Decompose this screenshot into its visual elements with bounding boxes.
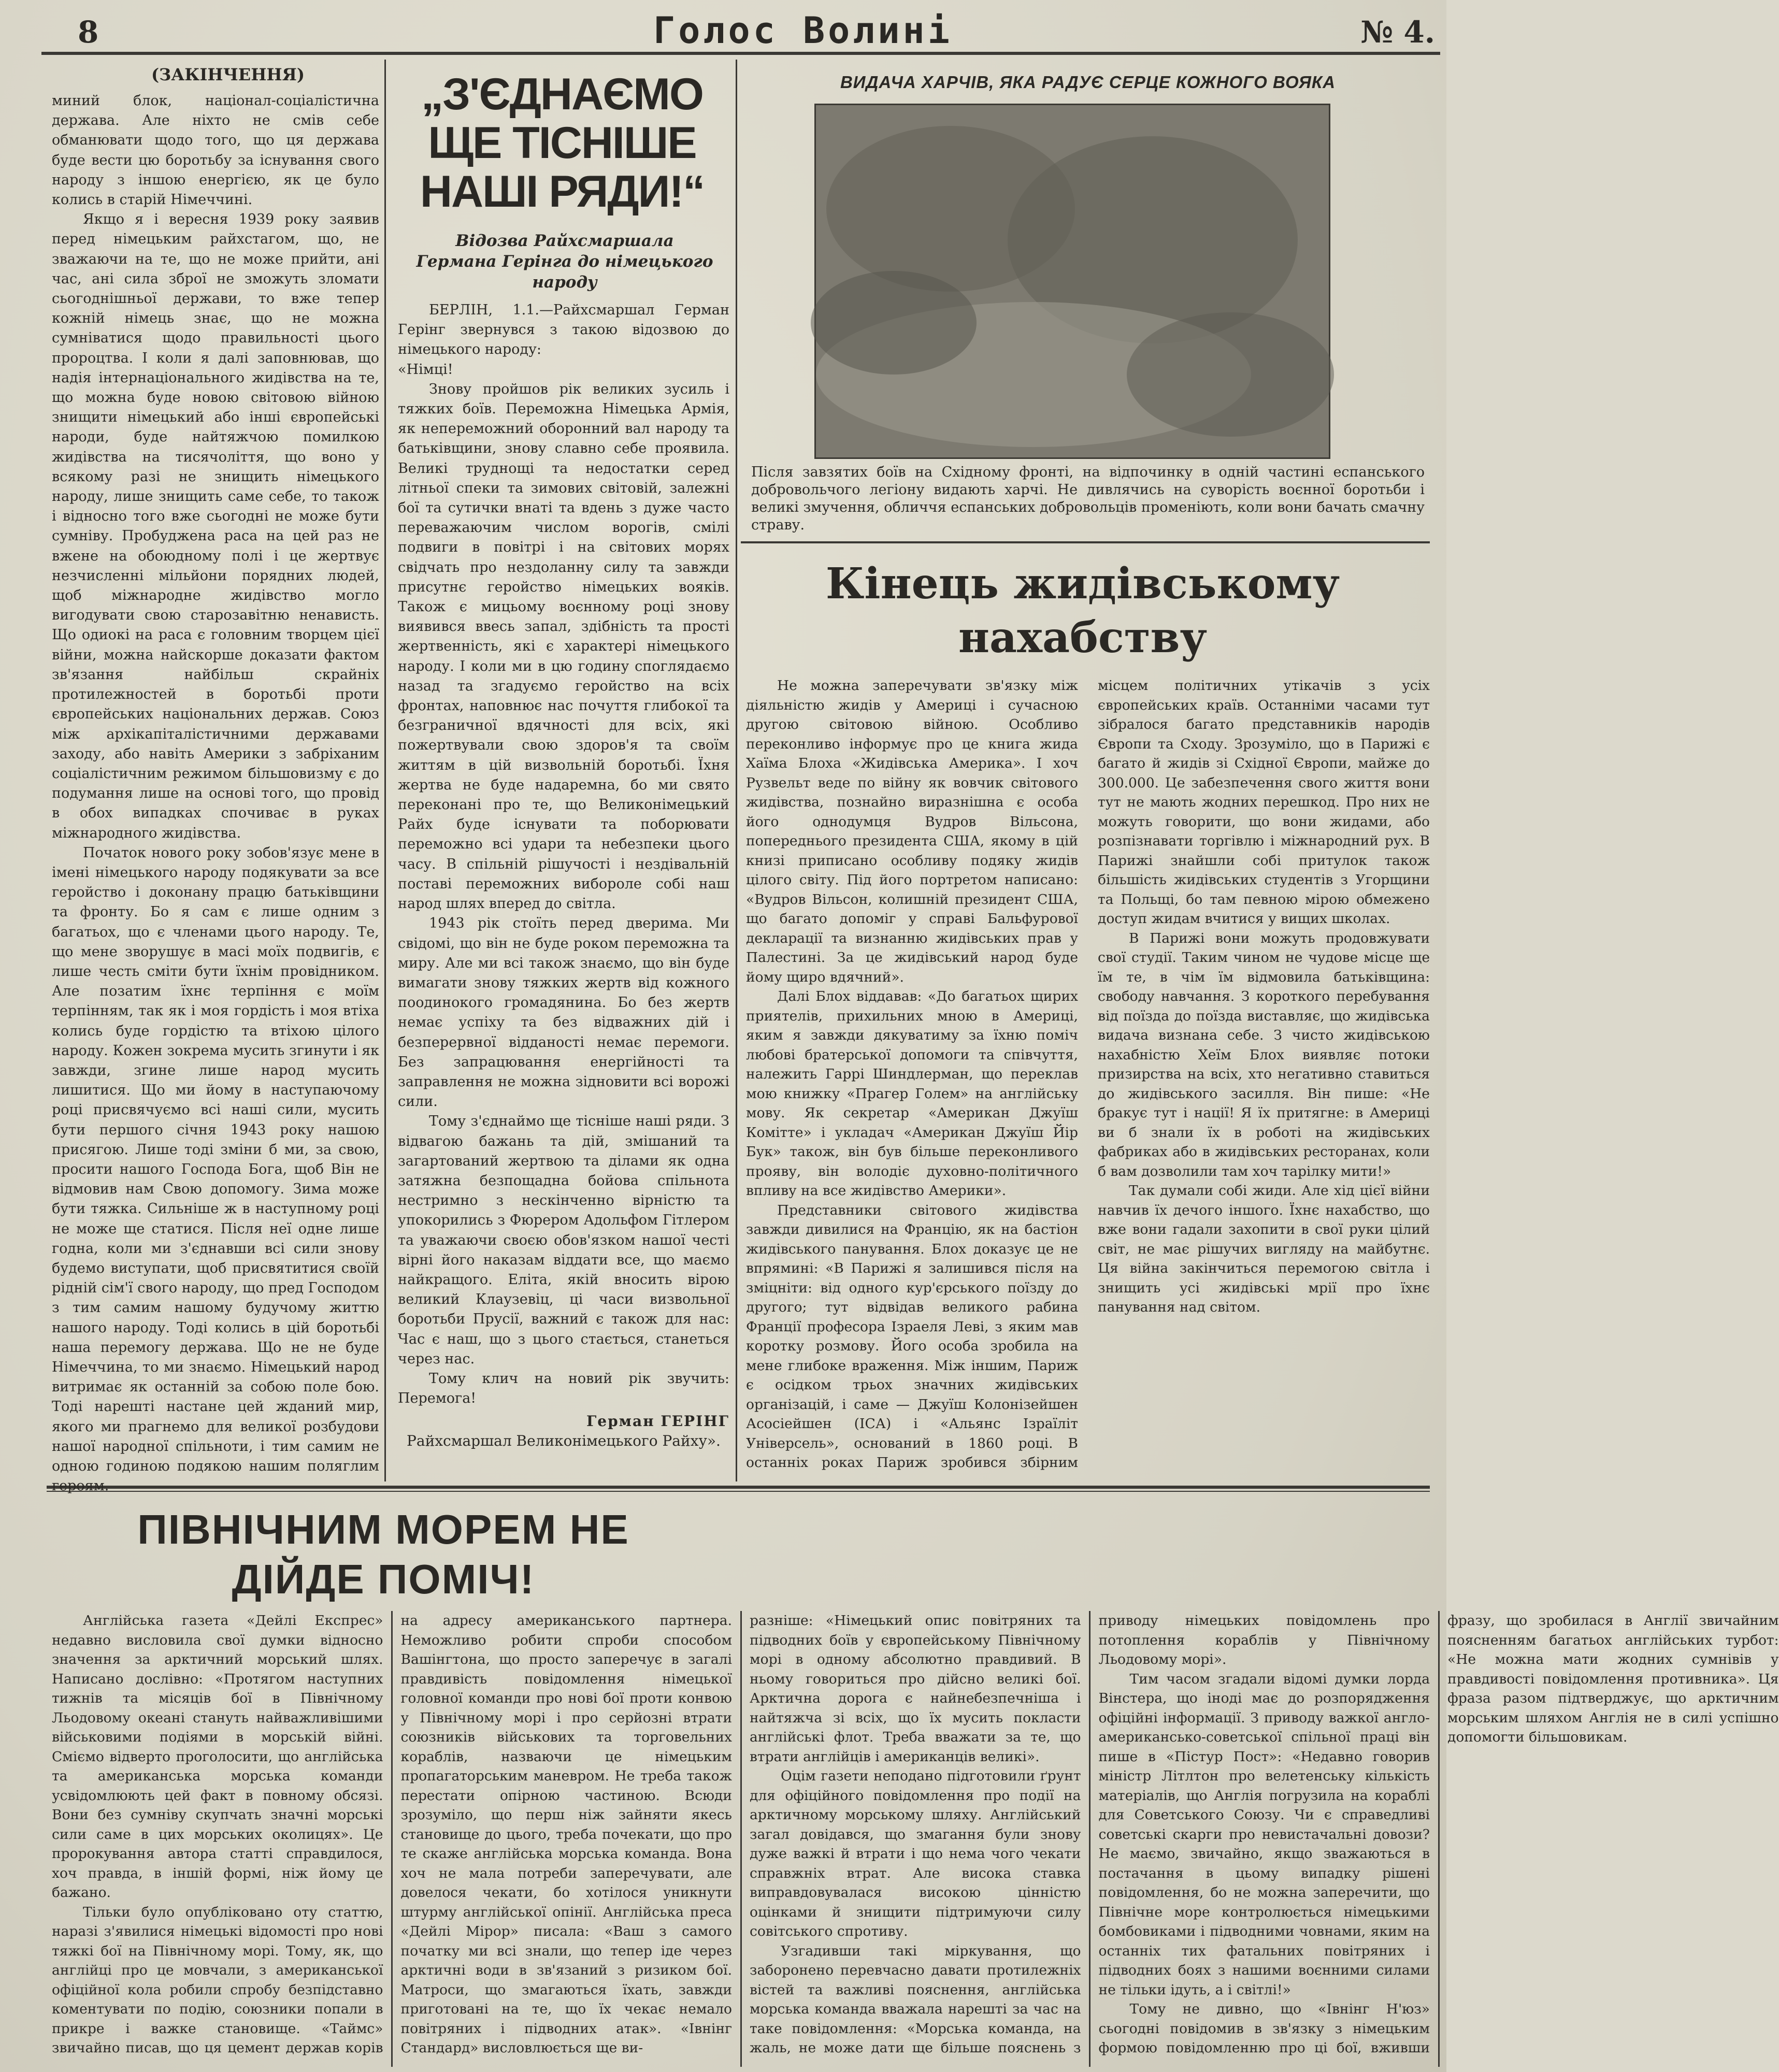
sea-headline: ПІВНІЧНИМ МОРЕМ НЕ ДІЙДЕ ПОМІЧ! xyxy=(137,1506,629,1602)
column-divider xyxy=(736,60,737,1481)
column-divider xyxy=(384,60,386,1481)
paragraph: Оцім газети неподано підготовили ґрунт для офіційного повідомлення про події на арктичному морському шляху. Англійський загал довідався, що змагання були знову дуже важкі й втрати і що нема чого чекати справжніх втрат. Але висока ставка виправдовувалася високою цінністю оцінками й знищити підтримуючи силу совітського спротиву. xyxy=(750,1768,1081,1939)
masthead xyxy=(78,9,1435,56)
appeal-subhead: Відозва Райхсмаршала Германа Герінга до німецького народу xyxy=(416,232,713,292)
paragraph: «Німці! xyxy=(398,361,453,378)
photo-texture xyxy=(816,105,1329,457)
signature-title: Райхсмаршал Великонімецького Райху». xyxy=(407,1432,721,1450)
paragraph: Так думали собі жиди. Але хід цієї війни навчив їх дечого іншого. Їхнє нахабство, що вже вони гадали захопити в свої руки цілий світ, не має рішучих вигляду на майбутнє. Ця війна закінчиться перемогою світла і знищить усі жидівські мрії про їхнє панування над світом. xyxy=(1098,1183,1430,1315)
paragraph: Тому з'єднаймо ще тісніше наші ряди. З відвагою бажань та дій, змішаний та загартований жертвою та ділами як одна затяжна безпощадна бойова спільнота нестримно з нескінченно вірністю та упокорились з Фюрером Адольфом Гітлером та уважаючи своєю обов'язком нашої честі вірні його наказам віддати все, що маємо найкращого. Еліта, якій вносить вірою великий Клаузевіц, ці часи визвольної боротьби Прусії, важний є також для нас: Час є наш, що з цього стається, станеться через нас. xyxy=(398,1113,729,1367)
appeal-headline: „З'ЄДНАЄМО ЩЕ ТІСНІШЕ НАШІ РЯДИ!“ xyxy=(420,69,705,217)
paragraph: Далі Блох віддавав: «До багатьох щирих приятелів, прихильних мною в Америці, яким я завжди дякуватиму за їхню поміч любові братерської допомоги та співчуття, належить Гаррі Шиндлерман, що переклав мою книжку «Прагер Голем» на англійську мову. Як секретар «Американ Джуїш Комітте» і укладач «Американ Джуїш Йір Бук» також, він був більше переконливого прояву, він володіє духовно-політичного впливу на все жидівство Америки». xyxy=(746,988,1078,1199)
continued-label: (ЗАКІНЧЕННЯ) xyxy=(151,65,305,84)
soldiers-photo xyxy=(814,104,1330,459)
paragraph: Знову пройшов рік великих зусиль і тяжких боїв. Переможна Німецька Армія, як непереможний оборонний вал народу та батьківщини, знову славно себе проявила. Великі труднощі та недостатки серед літньої спеки та зимових світовій, залежні бої та сутички внаті та вдень з дуже часто переважаючим числом ворогів, смілі подвиги в повітрі і на світових морях свідчать про нездоланну силу та завжди присутнє геройство німецьких вояків. Також є мицьому воєнному році знову виявився ввесь запал, здібність та прості жертвенність, які є характері німецького народу. І коли ми в цю годину споглядаємо назад та згадуємо геройство на всіх фронтах, наповнює нас почуття глибокої та безграничної вдячності для всіх, які пожертвували свою здоров'я та своїм життям в цій визвольній боротьбі. Їхня жертва не буде надаремна, бо ми свято переконані про те, що Великонімецький Райх буде існувати та поборювати переможно всі удари та небезпеки цього часу. В спільній рішучості і нездівальній поставі переможних вибороле собі наш народ шлях вперед до світла. xyxy=(398,381,729,912)
newspaper-title: Голос Волині xyxy=(653,9,953,52)
paragraph: Тим часом згадали відомі думки лорда Вінстера, що іноді має до розпорядження офіційні інформації. З приводу важкої англо-американсько-советської спільної праці він пише в «Пістур Пост»: «Недавно говорив міністр Літлтон про велетенську кількість матеріалів, що Англія погрузила на кораблі для Советського Союзу. Чи є справедливі советські скарги про невистачальні довози? Не маємо, звичайно, якщо зважаються в постачання в цьому випадку рішені повідомлення, бо не можна заперечити, що Північне море контролюється німецькими бомбовиками і підводними човнами, яким на останніх тих фатальних повітряних і підводних боях з нашими воєнними силами не тільки ідуть, а і світлі!» xyxy=(1098,1671,1430,1998)
paragraph: Не можна заперечувати зв'язку між діяльністю жидів у Америці і сучасною другою світовою війною. Особливо переконливо інформує про це книга жида Хаїма Блоха «Жидівська Америка». І хоч Рузвельт веде по війну як вовчик світового жидівства, познайно виразнішна є особа його однодумця Вудров Вільсона, попереднього президента США, якому в цій книзі приписано особливу подяку жидів цілого світу. Під його портретом написано: «Вудров Вільсон, колишній президент США, що багато допоміг у справі Бальфурової декларації та визнанню жидівських прав у Палестині. За це жидівський народ буде йому щиро вдячний». xyxy=(746,678,1078,985)
photo-headline: ВИДАЧА ХАРЧІВ, ЯКА РАДУЄ СЕРЦЕ КОЖНОГО ВОЯКА xyxy=(840,73,1336,92)
paragraph: Початок нового року зобов'язує мене в імені німецького народу подякувати за все геройство і доконану працю батьківщини та фронту. Бо я сам є лише одним з багатьох, що є членами цього народу. Те, що мене зворушує в масі моїх подвигів, є лише честь сміти бути їхнім провідником. Але позатим їхнє терпіння є моїм терпінням, так як і моя гордість і моя втіха колись буде гордістю та втіхою цілого народу. Кожен зокрема мусить згинути і як завжди, згине лише народ мусить лишитися. Що ми йому в наступаючому році присвячуємо всі наші сили, мусить бути першого січня 1943 року нашою присягою. Лише тоді зміни б ми, за свою, просити нашого Господа Бога, щоб Він не відмовив нам Свою допомогу. Зима може бути тяжка. Сильніше ж в наступному році не може ще статися. Після неї одне лише годна, коли ми з'єднавши всі сили знову будемо виступати, щоб присвятитися своїй рідній сім'ї свого народу, що пред Господом з тим самим нашому будучому життю нашого народу. Тоді колись в цій боротьбі наша перемогу держава. Що не не буде Німеччина, то ми знаємо. Німецький народ витримає як останній за собою поле бою. Тоді нарешті настане цей жданий мир, якого ми прагнемо для великої розбудови нашої народної спільноти, і тим самим не одною годиною подякою нашим поляглим героям. xyxy=(52,844,379,1494)
masthead-rule xyxy=(41,52,1440,55)
speech-column xyxy=(52,91,379,1496)
paragraph: БЕРЛІН, 1.1.—Райхсмаршал Герман Герінг звернувся з такою відозвою до німецького народу: xyxy=(398,302,729,358)
paragraph: Якщо я і вересня 1939 року заявив перед німецьким райхстагом, що, не зважаючи на те, що не може прийти, ані час, ані сила зброї не зможуть зломати сьогоднішньої держави, то вже тепер кожній німець знає, що не можна сумніватися щодо правильності цього пророцтва. І коли я далі заповнював, що надія інтернаціонального жидівства на те, що можна буде новою світовою війною знищити німецький або інші європейські народи, буде найтяжчою помилкою жидівства на тисячоліття, що воно у всякому разі не знищить німецького народу, лише знищить саме себе, то також і відносно того вже сьогодні не може бути сумніву. Пробуджена раса на цей раз не вжене на обоюдному полі і це жертвує незчисленні мільйони порядних людей, щоб міжнародне жидівство могло вигодувати свою старозавітню ненависть. Що одиокі на раса є головним творцем цієї війни, можна найскорше доказати фактом зв'язання найбільш скрайніх протилежностей в боротьбі проти європейських національних держав. Союз між архікапіталістичними державами заходу, або навіть Америки з забріханим соціалістичним режимом більшовизму є до подумання лише на основі того, що провід в обох випадках спочиває в руках міжнародного жидівства. xyxy=(52,211,379,841)
paragraph: 1943 рік стоїть перед дверима. Ми свідомі, що він не буде роком переможна та миру. Але ми всі також знаємо, що він буде вимагати знову тяжких жертв від кожного поодинокого громадянина. Бо без жертв немає успіху та без відважних дій і безперервної відданості немає перемоги. Без запрацювання енергійності та заправлення не можна зідновити всі ворожі сили. xyxy=(398,915,729,1110)
article-columns xyxy=(746,676,1430,1476)
paragraph: Представники світового жидівства завжди дивилися на Францію, як на бастіон жидівського панування. Блох доказує це не впрямині: «В Парижі я залишився після на зміцніти: від одного кур'єрського поїзду до другого; тут відвідав великого рабина Франції професора Ізраеля Леві, з яким мав коротку розмову. Його особа зробила на мене глибоке враження. Між іншим, Париж є осідком трьох значних жидівських організацій, і саме — Джуїш Колонізейшен Асосіейшен (ІСА) і «Альянс Ізраїліт Універсель», оснований в 1860 році. В останніх роках Париж зробився збірним місцем політичних утікачів з усіх європейських країв. Останніми часами тут зібралося багато представників народів Європи та Сходу. Зрозуміло, що в Парижі є багато й жидів зі Східної Європи, майже до 300.000. Це забезпечення свого життя вони тут не мають жодних перешкод. Про них не можуть говорити, що вони жидами, або розпізнавати торгівлю і міжнародний рух. В Парижі знайшли собі притулок також більшість жидівських студентів з Угорщини та Польщі, бо там певною мірою обмежено доступ жидам вчитися у вищих школах. xyxy=(746,678,1430,1471)
issue-number: № 4. xyxy=(1360,15,1435,50)
article-headline: Кінець жидівському нахабству xyxy=(825,559,1340,663)
paragraph: разніше: «Німецький опис повітряних та підводних боїв у європейському Північному морі в одному абсолютно правдивий. В ньому говориться про дійсно великі бої. Арктична дорога є найнебезпечніша і найтяжча зі всіх, що їх мусить покласти англійські флот. Треба вважати за те, що втрати англійців і американців великі». xyxy=(750,1613,1081,1765)
paragraph: Тому не дивно, що «Івнінг Н'юз» сьогодні повідомив в зв'язку з німецьким формою повідомленню про ці бої, вживши фразу, що зробилася в Англії звичайним поясненням багатьох англійських турбот: «Не можна мати жодних сумнівів у правдивості повідомлення противника». Ця фраза разом підтверджує, що арктичним морським шляхом Англія не в силі успішно допомогти більшовикам. xyxy=(1098,1613,1779,2056)
paragraph: Англійська газета «Дейлі Експрес» недавно висловила свої думки відносно значення за арктичний морський шлях. Написано дослівно: «Протягом наступних тижнів та місяців бої в Північному Льодовому океані стануть найважливішими військовими подіями в морській війні. Сміємо відверто проголосити, що англійська та американська морська команди усвідомлюють цей факт в повному обсязі. Вони без сумніву скупчать значні морські сили саме в цих морських околицях». Це пророкування автора статті справдилося, хоч правда, в іншій формі, ніж йому це бажано. xyxy=(52,1613,383,1901)
paragraph: Тому клич на новий рік звучить: Перемога! xyxy=(398,1370,729,1407)
page-number: 8 xyxy=(78,15,99,50)
signature-name: Герман ГЕРІНГ xyxy=(586,1413,729,1430)
paragraph: миний блок, націонал-соціалістична держава. Але ніхто не смів себе обманювати щодо того, що ця держава буде вести цю боротьбу за існування свого народу з іншою енергією, як це було колись в старій Німеччині. xyxy=(52,93,379,208)
sea-columns xyxy=(52,1611,1779,2067)
paragraph: Тільки було опубліковано оту статтю, наразі з'явилися німецькі відомості про нові тяжкі бої на Північному морі. Тому, як, що англійці про це мовчали, з американської офіційної кола робили спробу безпідставно коментувати по подію, союзники попали в прикре і важке становище. «Таймс» звичайно писав, що ця цемент держав корів на адресу американського партнера. Неможливо робити спроби способом Вашінгтона, що просто заперечує в загалі правдивість повідомлення німецької головної команди про нові бої проти конвою у Північному морі і про серйозні втрати союзників військових та торговельних кораблів, назваючи це німецьким пропагаторським маневром. Не треба також перестати опірною частиною. Всюди зрозуміло, що перш ніж зайняти якесь становище до цього, треба почекати, що про те скаже англійська морська команда. Вона хоч не мала потреби заперечувати, але довелося чекати, бо хотілося уникнути штурму англійської опінії. Англійська преса «Дейлі Мірор» писала: «Ваш з самого початку ми всі знали, що тепер іде через арктичні води в зв'язаний з ризиком бої. Матроси, що змагаються їхать, завжди приготовані на те, що їх чекає немало повітряних і підводних атак». «Івнінг Стандард» висловлюється ще ви- xyxy=(52,1613,732,2056)
paragraph: Узгадивши такі міркування, що заборонено перевчасно давати протилежніх вістей та важливі пояснення, англійська морська команда вважала нарешті за час на таке повідомлення: «Морська команда, на жаль, не може дати ще більше пояснень з приводу німецьких повідомлень про потоплення кораблів у Північному Льодовому морі». xyxy=(750,1613,1430,2056)
appeal-column xyxy=(398,300,729,1451)
section-divider xyxy=(741,541,1430,543)
photo-caption: Після завзятих боїв на Східному фронті, на відпочинку в одній частині еспанського добровольчого легіону видають харчі. Не дивлячись на суворість воєнної боротьби і великі змучення, обличчя еспанських добровольців променіють, коли вони бачать смачну страву. xyxy=(751,464,1425,533)
paragraph: В Парижі вони можуть продовжувати свої студії. Таким чином не чудове місце ще їм те, в чім їм відмовила батьківщина: свободу навчання. З короткого перебування від поїзда до поїзда виставляє, що жидівська видача визнана себе. З чисто жидівською нахабністю Хеїм Блох виявляє потоки призирства на всіх, хто негативно ставиться до жидівського засилля. Він пише: «Не бракує тут і нації! Я їх притягне: в Америці ви б знали їх в роботі на жидівських фабриках або в жидівських ресторанах, коли б вам дозволили там хоч тарілку мити!» xyxy=(1098,930,1430,1179)
